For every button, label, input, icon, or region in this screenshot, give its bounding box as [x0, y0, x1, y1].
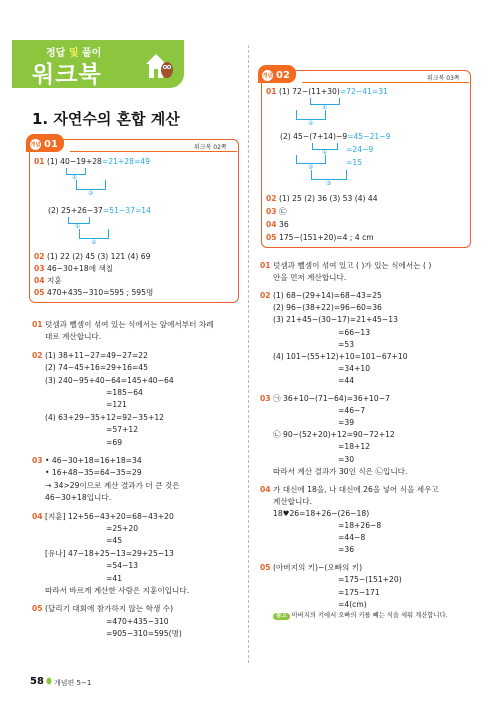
- explanation-line: =4(cm): [338, 599, 367, 609]
- explanation-line: =39: [338, 418, 355, 428]
- explanation-line: =41: [106, 573, 123, 583]
- explanation-line: 계산합니다.: [273, 496, 313, 506]
- explanation-line: (2) 74−45+16=29+16=45: [45, 363, 148, 373]
- tab-underline: [302, 82, 469, 83]
- explanation-line: 05 (아버지의 키)−(오빠의 키): [260, 563, 363, 573]
- explanation-line: =57+12: [106, 425, 139, 435]
- explanation-line: (4) 63+29−35+12=92−35+12: [45, 412, 164, 422]
- explanation-line: → 34>29이므로 계산 결과가 더 큰 것은: [45, 480, 180, 490]
- explanation-line: 따라서 바르게 계산한 사람은 지훈이입니다.: [45, 586, 190, 595]
- explanation-line: =45: [106, 536, 123, 546]
- explanation-line: =18+26−8: [338, 521, 382, 530]
- answer-line: 05 175−(151+20)=4 ; 4 cm: [266, 233, 374, 242]
- explanation-line: =44: [338, 375, 355, 385]
- step-mark: ①: [72, 174, 78, 181]
- calc-bracket: [76, 180, 106, 190]
- explanation-line: =54−13: [106, 561, 139, 571]
- section-title: 1. 자연수의 혼합 계산: [32, 110, 180, 128]
- explanation-line: (3) 21+45−(30−17)=21+45−13: [273, 315, 398, 325]
- explanation-line: 안을 먼저 계산합니다.: [273, 273, 347, 283]
- concept-tab-01: 개념 01: [26, 134, 64, 152]
- answer-line: (2) 25+26−37=51−37=14: [48, 206, 151, 215]
- answer-line: 05 470+435−310=595 ; 595명: [34, 288, 154, 297]
- answer-line: 03 ㉢: [266, 207, 287, 216]
- explanation-line: =69: [106, 437, 123, 447]
- explanation-line: 05 (달리기 대회에 참가하지 않는 학생 수): [32, 604, 174, 614]
- page-number: 58: [30, 676, 44, 687]
- footer-label: 개념편 5−1: [54, 679, 92, 687]
- explanation-line: 01 덧셈과 뺄셈이 섞여 있는 식에서는 앞에서부터 차례: [32, 320, 214, 329]
- concept-tab-02: 개념 02: [258, 65, 296, 83]
- explanation-line: 04 가 대신에 18을, 나 대신에 26을 넣어 식을 세우고: [260, 484, 439, 494]
- calc-bracket: [311, 170, 347, 180]
- explanation-line: 대로 계산합니다.: [45, 332, 102, 342]
- leaf-icon: [46, 677, 52, 685]
- header-subtitle: 정답 및 풀이: [46, 48, 102, 59]
- explanation-line: =175−(151+20): [338, 575, 402, 585]
- calc-bracket: [79, 229, 109, 239]
- explanation-line: (4) 101−(55+12)+10=101−67+10: [273, 351, 408, 361]
- answer-line: 04 36: [266, 220, 289, 229]
- explanation-line: 따라서 계산 결과가 30인 식은 ㉡입니다.: [273, 466, 408, 476]
- step-mark: ②: [91, 239, 97, 246]
- step-mark: ②: [308, 120, 314, 127]
- explanation-line: ㉡ 90−(52+20)+12=90−72+12: [273, 430, 395, 440]
- step-mark: ①: [322, 104, 328, 111]
- answer-line: 02 (1) 25 (2) 36 (3) 53 (4) 44: [266, 194, 378, 203]
- owl-house-icon: [144, 48, 174, 82]
- answer-line: 04 지훈: [34, 276, 62, 285]
- step-mark: ①: [75, 223, 81, 230]
- explanation-line: =470+435−310: [106, 616, 169, 626]
- header-title: 워크북: [32, 62, 102, 88]
- step-mark: ②: [308, 164, 314, 171]
- answer-box-02: [261, 70, 471, 248]
- step-mark: ①: [322, 149, 328, 156]
- explanation-line: [유나] 47−18+25−13=29+25−13: [45, 548, 174, 558]
- answer-line: 01 (1) 40−19+28=21+28=49: [34, 157, 150, 166]
- explanation-line: =44−8: [338, 533, 366, 543]
- answer-line: 01 (1) 72−(11+30)=72−41=31: [266, 87, 388, 96]
- explanation-line: 46−30+18입니다.: [45, 493, 112, 503]
- workbook-ref: 워크북 02쪽: [194, 144, 227, 151]
- explanation-line: =185−64: [106, 388, 143, 397]
- explanation-line: =30: [338, 454, 355, 464]
- explanation-line: 02 (1) 68−(29+14)=68−43=25: [260, 291, 382, 301]
- explanation-line: 참고 아버지의 키에서 오빠의 키를 빼는 식을 세워 계산합니다.: [273, 613, 448, 621]
- explanation-line: 01 덧셈과 뺄셈이 섞여 있고 ( )가 있는 식에서는 ( ): [260, 261, 432, 270]
- column-divider: [248, 45, 249, 663]
- explanation-line: =34+10: [338, 363, 371, 373]
- step-mark: ②: [88, 190, 94, 197]
- hint-badge: 참고: [273, 613, 290, 621]
- answer-line: =15: [346, 158, 363, 167]
- explanation-line: =18+12: [338, 442, 371, 452]
- tab-underline: [70, 151, 237, 152]
- explanation-line: =46−7: [338, 406, 366, 416]
- explanation-line: =175−171: [338, 587, 380, 597]
- explanation-line: (3) 240−95+40−64=145+40−64: [45, 375, 174, 385]
- explanation-line: =25+20: [106, 524, 139, 533]
- calc-bracket: [296, 110, 326, 120]
- answer-line: (2) 45−(7+14)−9=45−21−9: [280, 132, 391, 141]
- explanation-line: =905−310=595(명): [106, 629, 182, 639]
- explanation-line: 02 (1) 38+11−27=49−27=22: [32, 350, 148, 360]
- step-mark: ③: [326, 180, 332, 187]
- explanation-line: 04 [지훈] 12+56−43+20=68−43+20: [32, 511, 174, 521]
- explanation-line: • 16+48−35=64−35=29: [45, 468, 142, 478]
- explanation-line: =36: [338, 545, 355, 555]
- calc-bracket: [296, 155, 326, 164]
- answer-line: =24−9: [346, 145, 374, 154]
- explanation-line: 18♥26=18+26−(26−18): [273, 508, 370, 518]
- explanation-line: =53: [338, 339, 355, 349]
- explanation-line: 03 ㉠ 36+10−(71−64)=36+10−7: [260, 394, 390, 403]
- workbook-ref: 워크북 03쪽: [427, 75, 460, 82]
- explanation-line: =66−13: [338, 327, 371, 337]
- answer-line: 02 (1) 22 (2) 45 (3) 121 (4) 69: [34, 252, 151, 261]
- explanation-line: =121: [106, 400, 127, 410]
- explanation-line: (2) 96−(38+22)=96−60=36: [273, 303, 382, 313]
- answer-line: 03 46−30+18에 색칠: [34, 264, 114, 273]
- explanation-line: 03 • 46−30+18=16+18=34: [32, 456, 142, 465]
